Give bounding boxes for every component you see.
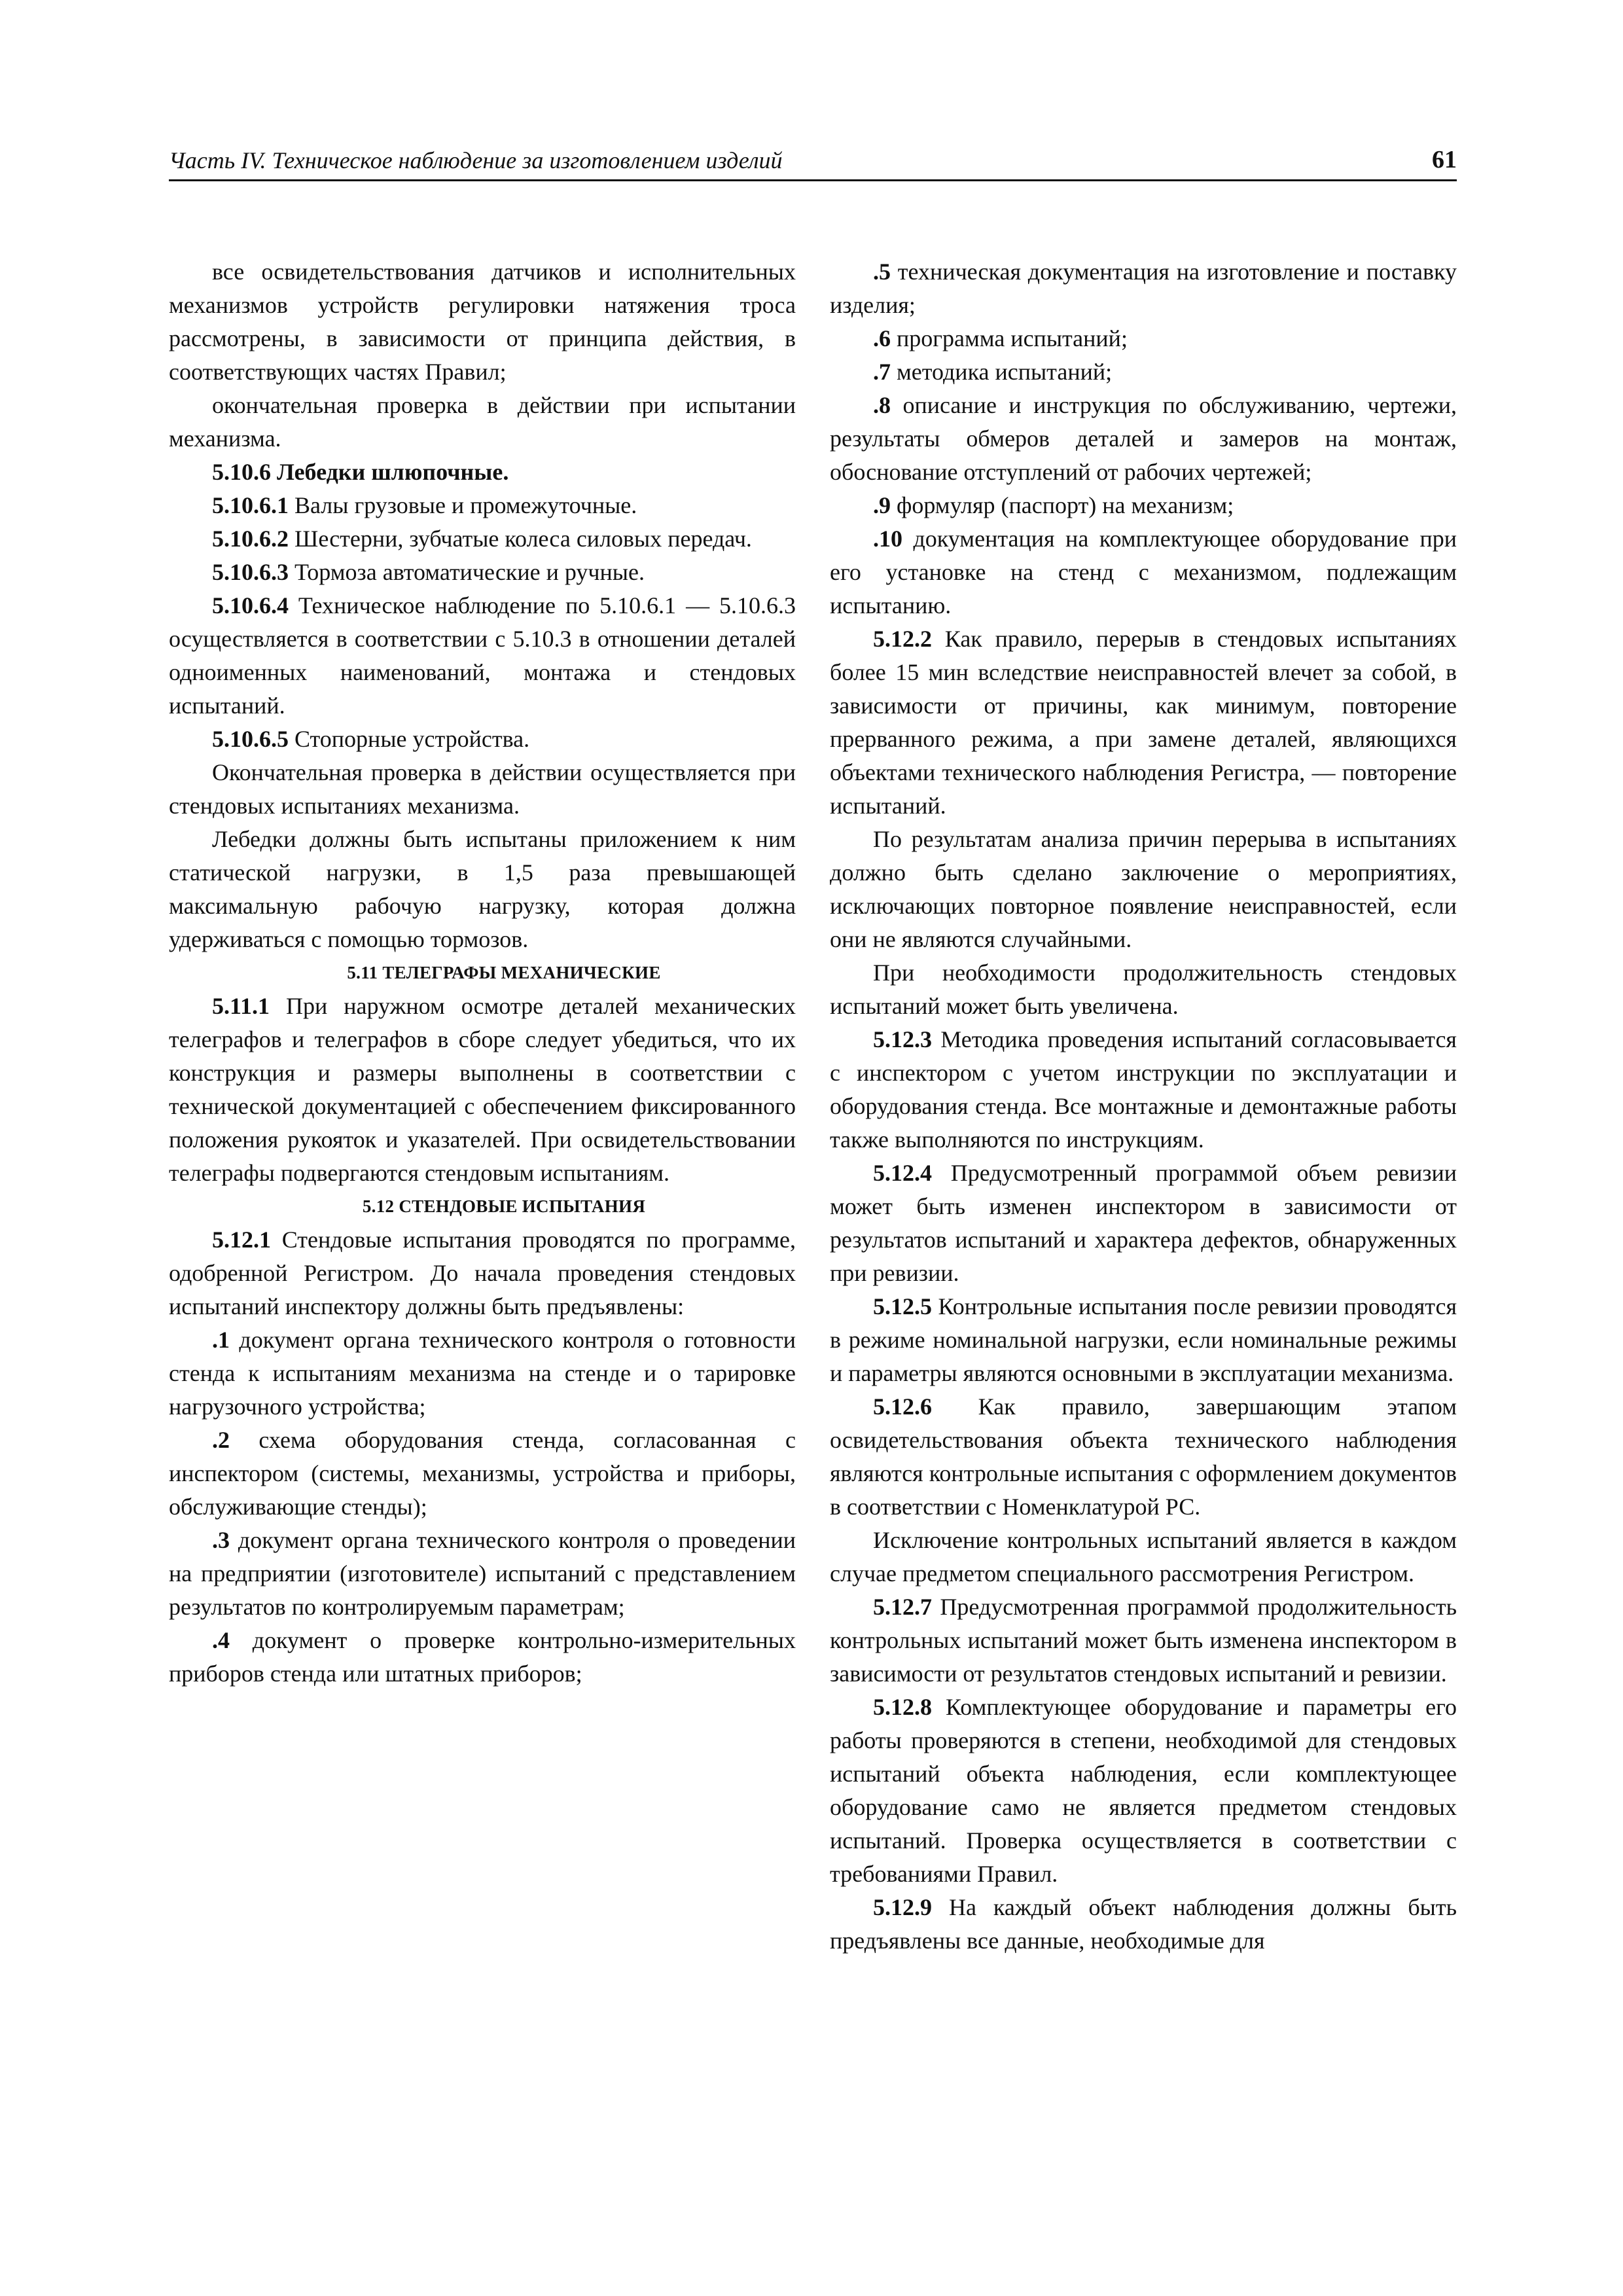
item-number: .1 <box>212 1327 230 1353</box>
section-5-10-6-2 <box>169 522 796 556</box>
section-5-11-1 <box>169 990 796 1190</box>
list-item <box>169 1624 796 1691</box>
item-number: .4 <box>212 1627 230 1653</box>
section-5-10-6 <box>169 456 796 489</box>
section-text: Тормоза автоматические и ручные. <box>289 559 645 585</box>
section-number: 5.10.6.5 <box>212 726 289 752</box>
section-text: На каждый объект наблюдения должны быть предъявлены все данные, необходимые для <box>830 1894 1457 1954</box>
item-text: описание и инструкция по обслуживанию, чертежи, результаты обмеров деталей и замеров на монтаж, обоснование отступлений от рабочих чертежей; <box>830 392 1457 485</box>
section-text: Как правило, завершающим этапом освидетельствования объекта технического наблюдения являются контрольные испытания с оформлением документов в соответствии с Номенклатурой РС. <box>830 1393 1457 1520</box>
section-heading-5-11: 5.11 ТЕЛЕГРАФЫ МЕХАНИЧЕСКИЕ <box>347 963 661 982</box>
section-number: 5.12.2 <box>873 626 932 652</box>
section-number: 5.12.1 <box>212 1227 271 1253</box>
paragraph: Окончательная проверка в действии осуществляется при стендовых испытаниях механизма. <box>169 759 796 819</box>
list-item <box>830 389 1457 489</box>
section-number: 5.12.7 <box>873 1594 932 1620</box>
item-text: методика испытаний; <box>891 359 1113 385</box>
section-5-12-3 <box>830 1023 1457 1157</box>
section-5-12-4 <box>830 1157 1457 1290</box>
paragraph: Исключение контрольных испытаний является в каждом случае предметом специального рассмотрения Регистром. <box>830 1527 1457 1587</box>
section-number: 5.12.6 <box>873 1393 932 1420</box>
section-text: Стендовые испытания проводятся по программе, одобренной Регистром. До начала проведения стендовых испытаний инспектору должны быть предъявлены: <box>169 1227 796 1319</box>
page-number: 61 <box>1432 146 1457 173</box>
item-text: документация на комплектующее оборудование при его установке на стенд с механизмом, подлежащим испытанию. <box>830 526 1457 619</box>
section-5-12-6 <box>830 1390 1457 1524</box>
section-text: Контрольные испытания после ревизии проводятся в режиме номинальной нагрузки, если номинальные режимы и параметры являются основными в эксплуатации механизма. <box>830 1293 1457 1386</box>
section-text: Стопорные устройства. <box>289 726 530 752</box>
section-5-12-9 <box>830 1891 1457 1958</box>
section-text: Комплектующее оборудование и параметры его работы проверяются в степени, необходимой для стендовых испытаний объекта наблюдения, если комплектующее оборудование само не является предметом стендовых испытаний. Проверка осуществляется в соответствии с требованиями Правил. <box>830 1694 1457 1887</box>
item-number: .8 <box>873 392 891 418</box>
item-text: документ о проверке контрольно-измерительных приборов стенда или штатных приборов; <box>169 1627 796 1687</box>
list-item <box>830 522 1457 622</box>
section-text: Как правило, перерыв в стендовых испытаниях более 15 мин вследствие неисправностей влечет за собой, в зависимости от причины, как минимум, повторение прерванного режима, а при замене деталей, являющихся объектами технического наблюдения Регистра, — повторение испытаний. <box>830 626 1457 819</box>
item-text: документ органа технического контроля о проведении на предприятии (изготовителе) испытаний с представлением результатов по контролируемым параметрам; <box>169 1527 796 1620</box>
list-item <box>169 1524 796 1624</box>
item-text: техническая документация на изготовление и поставку изделия; <box>830 259 1457 318</box>
section-5-12-7 <box>830 1590 1457 1691</box>
section-number: 5.10.6 <box>212 459 271 485</box>
section-text: Валы грузовые и промежуточные. <box>289 492 637 518</box>
section-number: 5.10.6.4 <box>212 592 289 619</box>
right-column <box>830 255 1457 1958</box>
section-5-10-6-5 <box>169 723 796 756</box>
paragraph: Лебедки должны быть испытаны приложением к ним статической нагрузки, в 1,5 раза превышающей максимальную рабочую нагрузку, которая должна удерживаться с помощью тормозов. <box>169 826 796 952</box>
section-number: 5.12.9 <box>873 1894 932 1920</box>
list-item <box>830 489 1457 522</box>
item-number: .2 <box>212 1427 230 1453</box>
section-5-12-5 <box>830 1290 1457 1390</box>
section-5-10-6-4 <box>169 589 796 723</box>
section-number: 5.12.3 <box>873 1026 932 1052</box>
section-number: 5.10.6.1 <box>212 492 289 518</box>
section-5-12-8 <box>830 1691 1457 1891</box>
item-number: .7 <box>873 359 891 385</box>
list-item <box>169 1323 796 1424</box>
item-number: .3 <box>212 1527 230 1553</box>
item-number: .9 <box>873 492 891 518</box>
item-text: схема оборудования стенда, согласованная с инспектором (системы, механизмы, устройства и приборы, обслуживающие стенды); <box>169 1427 796 1520</box>
paragraph: По результатам анализа причин перерыва в испытаниях должно быть сделано заключение о мероприятиях, исключающих повторное появление неисправностей, если они не являются случайными. <box>830 826 1457 952</box>
section-5-10-6-3 <box>169 556 796 589</box>
section-text: Шестерни, зубчатые колеса силовых передач. <box>289 526 752 552</box>
section-heading-5-12: 5.12 СТЕНДОВЫЕ ИСПЫТАНИЯ <box>362 1196 646 1216</box>
paragraph: окончательная проверка в действии при испытании механизма. <box>169 392 796 452</box>
section-number: 5.11.1 <box>212 993 270 1019</box>
section-number: 5.12.5 <box>873 1293 932 1319</box>
item-number: .10 <box>873 526 902 552</box>
section-number: 5.10.6.2 <box>212 526 289 552</box>
section-text: Предусмотренная программой продолжительность контрольных испытаний может быть изменена инспектором в зависимости от результатов стендовых испытаний и ревизии. <box>830 1594 1457 1687</box>
section-number: 5.12.8 <box>873 1694 932 1720</box>
item-number: .5 <box>873 259 891 285</box>
section-5-10-6-1 <box>169 489 796 522</box>
section-5-12-2 <box>830 622 1457 823</box>
section-text: Предусмотренный программой объем ревизии может быть изменен инспектором в зависимости от результатов испытаний и характера дефектов, обнаруженных при ревизии. <box>830 1160 1457 1286</box>
section-text: Методика проведения испытаний согласовывается с инспектором с учетом инструкции по эксплуатации и оборудования стенда. Все монтажные и демонтажные работы также выполняются по инструкциям. <box>830 1026 1457 1153</box>
item-number: .6 <box>873 325 891 351</box>
page-header <box>169 145 1457 181</box>
paragraph: все освидетельствования датчиков и исполнительных механизмов устройств регулировки натяжения троса рассмотрены, в зависимости от принципа действия, в соответствующих частях Правил; <box>169 259 796 385</box>
paragraph: При необходимости продолжительность стендовых испытаний может быть увеличена. <box>830 960 1457 1019</box>
item-text: программа испытаний; <box>891 325 1128 351</box>
section-text: При наружном осмотре деталей механических телеграфов и телеграфов в сборе следует убедиться, что их конструкция и размеры выполнены в соответствии с технической документацией с обеспечением фиксированного положения рукояток и указателей. При освидетельствовании телеграфы подвергаются стендовым испытаниям. <box>169 993 796 1186</box>
list-item <box>830 355 1457 389</box>
section-text: Техническое наблюдение по 5.10.6.1 — 5.10.6.3 осуществляется в соответствии с 5.10.3 в отношении деталей одноименных наименований, монтажа и стендовых испытаний. <box>169 592 796 719</box>
item-text: документ органа технического контроля о готовности стенда к испытаниям механизма на стенде и о тарировке нагрузочного устройства; <box>169 1327 796 1420</box>
section-title: Лебедки шлюпочные. <box>271 459 509 485</box>
running-title: Часть IV. Техническое наблюдение за изготовлением изделий <box>169 147 783 173</box>
section-5-12-1 <box>169 1223 796 1323</box>
list-item <box>169 1424 796 1524</box>
left-column <box>169 255 796 1691</box>
section-number: 5.12.4 <box>873 1160 932 1186</box>
item-text: формуляр (паспорт) на механизм; <box>891 492 1234 518</box>
list-item <box>830 322 1457 355</box>
section-number: 5.10.6.3 <box>212 559 289 585</box>
list-item <box>830 255 1457 322</box>
